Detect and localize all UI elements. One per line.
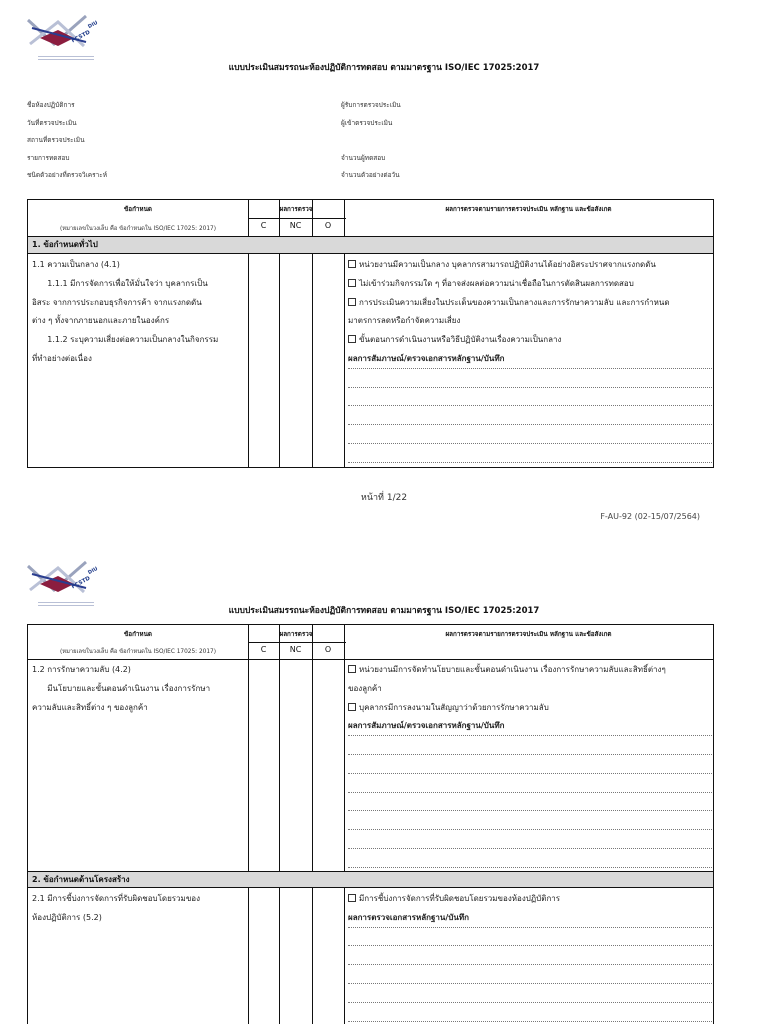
checklist-item[interactable]: หน่วยงานมีการจัดทำนโยบายและขั้นตอนดำเนินงาน เรื่องการรักษาความลับและสิทธิ์ต่างๆ [348, 661, 712, 680]
organization-logo [24, 14, 102, 60]
checklist-item-continued: ของลูกค้า [348, 683, 382, 693]
header-bottom-line [28, 659, 713, 660]
checklist-item[interactable]: ขั้นตอนการดำเนินงานหรือวิธีปฏิบัติงานเรื่องความเป็นกลาง [348, 331, 712, 350]
col-o-header: O [324, 645, 332, 654]
notes-line[interactable] [348, 369, 712, 388]
notes-line[interactable] [348, 1003, 712, 1022]
findings-text [348, 256, 712, 463]
evidence-line[interactable]: ผลการตรวจเอกสารหลักฐาน/บันทึก [348, 909, 712, 928]
assessment-table-page-1 [27, 199, 714, 468]
checkbox[interactable] [348, 298, 356, 306]
sample-type-field[interactable]: ชนิดตัวอย่างที่ตรวจวิเคราะห์ [27, 170, 339, 180]
findings-text [348, 661, 712, 868]
notes-line[interactable] [348, 755, 712, 774]
checkbox[interactable] [348, 894, 356, 902]
logo-text: FCSTD [70, 575, 92, 591]
col-nc-header: NC [289, 645, 302, 654]
checklist-item-continued: มาตรการลดหรือกำจัดความเสี่ยง [348, 316, 461, 326]
findings-header: ผลการตรวจตามรายการตรวจประเมิน หลักฐาน และข้อสังเกต [445, 631, 612, 638]
section-2-title: 2. ข้อกำหนดด้านโครงสร้าง [28, 871, 713, 888]
header-divider [248, 218, 346, 219]
notes-line[interactable] [348, 928, 712, 947]
col-c-header: C [260, 645, 267, 654]
table-divider [248, 625, 249, 1024]
findings-header: ผลการตรวจตามรายการตรวจประเมิน หลักฐาน และข้อสังเกต [445, 206, 612, 213]
requirement-note: (หมายเลขในวงเล็บ คือ ข้อกำหนดใน ISO/IEC 17025: 2017) [59, 649, 216, 655]
notes-line[interactable] [348, 849, 712, 868]
requirement-text [32, 890, 244, 928]
requirement-text [32, 256, 244, 369]
table-divider [312, 625, 313, 1024]
evidence-line[interactable]: ผลการสัมภาษณ์/ตรวจเอกสารหลักฐาน/บันทึก [348, 350, 712, 369]
requirement-line: อิสระ จากการประกอบธุรกิจการค้า จากแรงกดดัน [32, 297, 202, 307]
attendee-field[interactable]: ผู้เข้าตรวจประเมิน [341, 118, 702, 128]
notes-line[interactable] [348, 774, 712, 793]
logo-text-secondary: DIU [87, 565, 99, 577]
table-divider [279, 625, 280, 1024]
table-divider [344, 625, 345, 1024]
requirement-line: 1.1.2 ระบุความเสี่ยงต่อความเป็นกลางในกิจกรรม [32, 335, 219, 345]
location-field[interactable]: สถานที่ตรวจประเมิน [27, 135, 702, 145]
requirement-line: 1.1.1 มีการจัดการเพื่อให้มั่นใจว่า บุคลากรเป็น [32, 278, 208, 288]
assessment-date-field[interactable]: วันที่ตรวจประเมิน [27, 118, 339, 128]
requirement-header: ข้อกำหนด [124, 631, 152, 638]
checklist-item[interactable]: การประเมินความเสี่ยงในประเด็นของความเป็นกลางและการรักษาความลับ และการกำหนด [348, 294, 712, 313]
form-code: F-AU-92 (02-15/07/2564) [600, 512, 700, 521]
sample-count-field[interactable]: จำนวนตัวอย่างต่อวัน [341, 170, 702, 180]
logo-text-secondary: DIU [87, 19, 99, 31]
requirement-line: 2.1 มีการชี้บ่งการจัดการที่รับผิดชอบโดยรวมของ [32, 894, 200, 903]
requirement-line: ที่ทำอย่างต่อเนื่อง [32, 353, 92, 363]
col-c-header: C [260, 221, 267, 230]
logo-text: FCSTD [70, 29, 92, 45]
notes-line[interactable] [348, 946, 712, 965]
requirement-line: ต่าง ๆ ทั้งจากภายนอกและภายในองค์กร [32, 316, 170, 326]
notes-line[interactable] [348, 736, 712, 755]
requirement-line: ห้องปฏิบัติการ (5.2) [32, 912, 102, 922]
checklist-item[interactable]: มีการชี้บ่งการจัดการที่รับผิดชอบโดยรวมของห้องปฏิบัติการ [348, 890, 712, 909]
notes-line[interactable] [348, 388, 712, 407]
col-o-header: O [324, 221, 332, 230]
notes-line[interactable] [348, 965, 712, 984]
page-2 [0, 548, 768, 1024]
requirement-line: ความลับและสิทธิ์ต่าง ๆ ของลูกค้า [32, 702, 148, 712]
notes-line[interactable] [348, 444, 712, 463]
result-header: ผลการตรวจ [279, 631, 313, 638]
requirement-line: 1.1 ความเป็นกลาง (4.1) [32, 260, 120, 269]
notes-line[interactable] [348, 984, 712, 1003]
checkbox[interactable] [348, 703, 356, 711]
checkbox[interactable] [348, 335, 356, 343]
notes-line[interactable] [348, 406, 712, 425]
assessor-name-field[interactable]: ผู้รับการตรวจประเมิน [341, 100, 702, 110]
organization-logo [24, 560, 102, 606]
document-title: แบบประเมินสมรรถนะห้องปฏิบัติการทดสอบ ตามมาตรฐาน ISO/IEC 17025:2017 [228, 606, 540, 616]
requirement-header: ข้อกำหนด [124, 206, 152, 213]
requirement-line: มีนโยบายและขั้นตอนดำเนินงาน เรื่องการรักษา [32, 683, 211, 693]
notes-line[interactable] [348, 793, 712, 812]
test-count-field[interactable]: จำนวนผู้ทดสอบ [341, 153, 702, 163]
section-1-title: 1. ข้อกำหนดทั่วไป [28, 236, 713, 254]
notes-line[interactable] [348, 425, 712, 444]
checkbox[interactable] [348, 279, 356, 287]
requirement-note: (หมายเลขในวงเล็บ คือ ข้อกำหนดใน ISO/IEC 17025: 2017) [59, 226, 216, 232]
lab-name-field[interactable]: ชื่อห้องปฏิบัติการ [27, 100, 339, 110]
page-number: หน้าที่ 1/22 [360, 493, 408, 503]
checkbox[interactable] [348, 260, 356, 268]
notes-line[interactable] [348, 811, 712, 830]
result-header: ผลการตรวจ [279, 206, 313, 213]
header-divider [248, 642, 346, 643]
checklist-item[interactable]: บุคลากรมีการลงนามในสัญญาว่าด้วยการรักษาความลับ [348, 699, 712, 718]
checkbox[interactable] [348, 665, 356, 673]
col-nc-header: NC [289, 221, 302, 230]
evidence-line[interactable]: ผลการสัมภาษณ์/ตรวจเอกสารหลักฐาน/บันทึก [348, 717, 712, 736]
checklist-item[interactable]: หน่วยงานมีความเป็นกลาง บุคลากรสามารถปฏิบัติงานได้อย่างอิสระปราศจากแรงกดดัน [348, 256, 712, 275]
notes-line[interactable] [348, 830, 712, 849]
requirement-text [32, 661, 244, 717]
requirement-line: 1.2 การรักษาความลับ (4.2) [32, 665, 131, 674]
checklist-item[interactable]: ไม่เข้าร่วมกิจกรรมใด ๆ ที่อาจส่งผลต่อความน่าเชื่อถือในการตัดสินผลการทดสอบ [348, 275, 712, 294]
test-items-field[interactable]: รายการทดสอบ [27, 153, 339, 163]
findings-text [348, 890, 712, 1022]
assessment-table-page-2 [27, 624, 714, 1024]
document-title: แบบประเมินสมรรถนะห้องปฏิบัติการทดสอบ ตามมาตรฐาน ISO/IEC 17025:2017 [228, 63, 540, 73]
